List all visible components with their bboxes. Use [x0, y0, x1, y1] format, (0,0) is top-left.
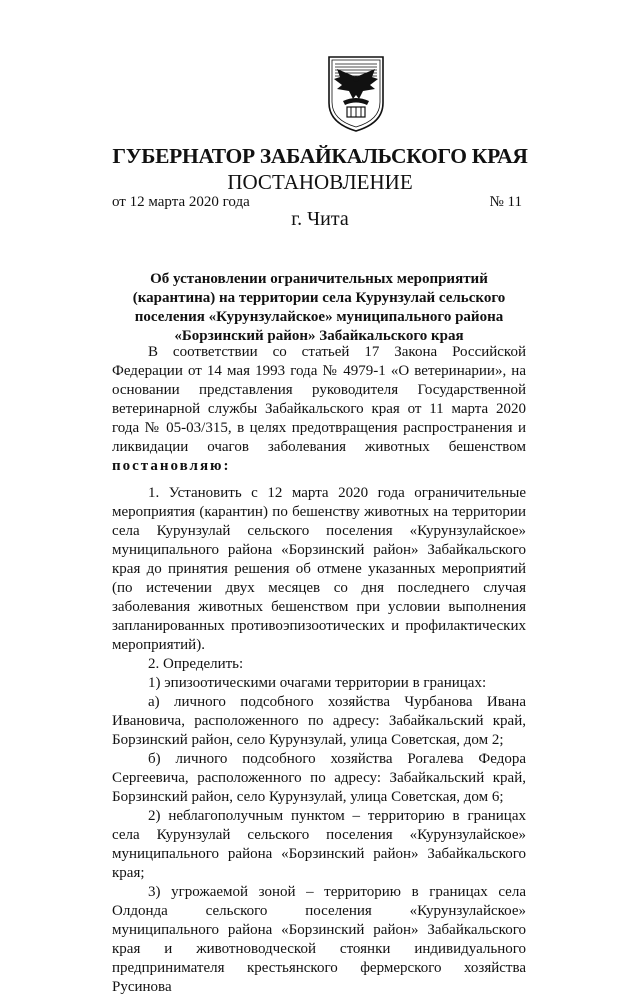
decree-word: постановляю:: [112, 458, 231, 474]
item-2-1-b: б) личного подсобного хозяйства Рогалева Федора Сергеевича, расположенного по адресу: Забайкальский край, Борзинский район, село Курунзулай, улица Советская, дом 6;: [112, 751, 526, 805]
preamble-text: В соответствии со статьей 17 Закона Российской Федерации от 14 мая 1993 года № 4979-1 «О ветеринарии», на основании представления руководителя Государственной ветеринарной службы Забайкальского края от 11 марта 2020 года № 05-03/315, в целях предотвращения распространения и ликвидации очагов заболевания животных бешенством: [112, 344, 526, 455]
document-city: г. Чита: [291, 208, 349, 230]
document-body: [112, 343, 526, 997]
issuer-title: ГУБЕРНАТОР ЗАБАЙКАЛЬСКОГО КРАЯ: [112, 144, 528, 168]
item-2-1-a: а) личного подсобного хозяйства Чурбанова Ивана Ивановича, расположенного по адресу: Забайкальский край, Борзинский район, село Курунзулай, улица Советская, дом 2;: [112, 694, 526, 748]
document-date: от 12 марта 2020 года: [112, 194, 250, 210]
item-2-1: 1) эпизоотическими очагами территории в границах:: [148, 675, 487, 691]
preamble-paragraph: [112, 343, 526, 476]
document-subject: Об установлении ограничительных мероприятий (карантина) на территории села Курунзулай сельского поселения «Курунзулайское» муниципального района «Борзинский район» Забайкальского края: [132, 271, 506, 344]
item-2-2: 2) неблагополучным пунктом – территорию в границах села Курунзулай сельского поселения «Курунзулайское» муниципального района «Борзинский район» Забайкальского края;: [112, 808, 526, 881]
item-2-3: 3) угрожаемой зоной – территорию в границах села Олдонда сельского поселения «Курунзулайское» муниципального района «Борзинский район» Забайкальского края и животноводческой стоянки индивидуального предпринимателя крестьянского фермерского хозяйства Русинова: [112, 884, 526, 995]
document-number: № 11: [489, 194, 522, 210]
item-2: 2. Определить:: [148, 656, 244, 672]
item-1: 1. Установить с 12 марта 2020 года ограничительные мероприятия (карантин) по бешенству животных на территории села Курунзулай сельского поселения «Курунзулайское» муниципального района «Борзинский район» Забайкальского края до принятия решения об отмене указанных мероприятий (по истечении двух месяцев со дня последнего случая заболевания животных бешенством при условии выполнения запланированных противоэпизоотических и профилактических мероприятий).: [112, 485, 526, 653]
document-type: ПОСТАНОВЛЕНИЕ: [227, 170, 413, 194]
coat-of-arms-icon: [325, 55, 387, 133]
